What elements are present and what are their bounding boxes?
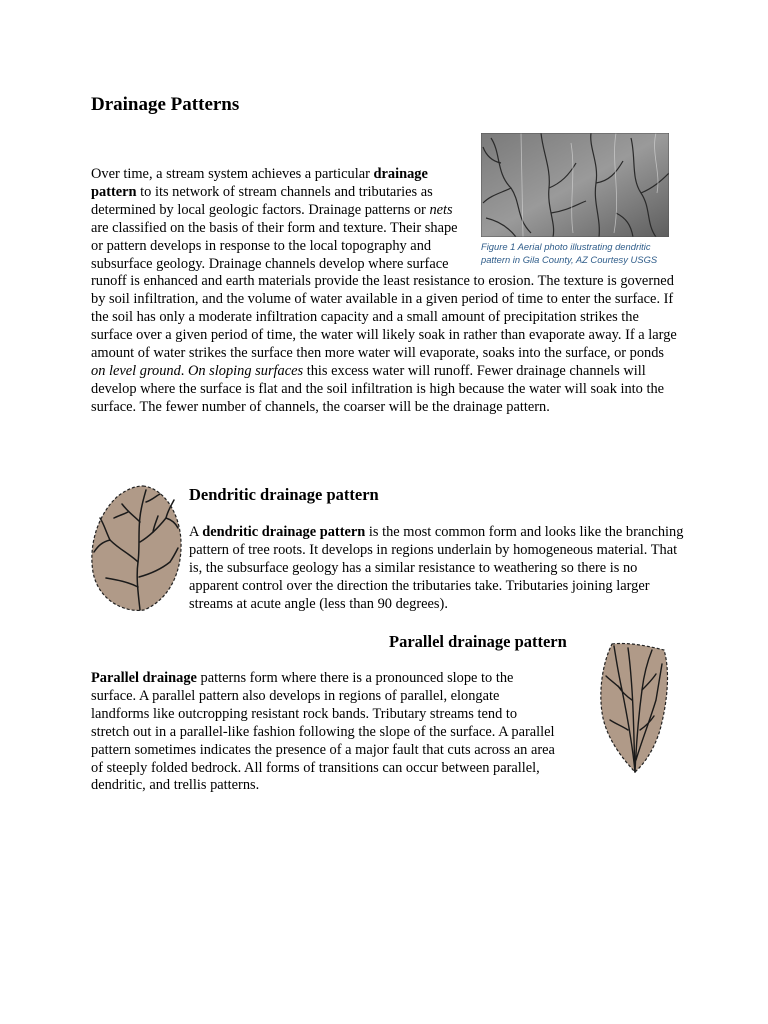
dendritic-paragraph: A dendritic drainage pattern is the most common form and looks like the branching pattern of tree roots. It develops in regions underlain by homogeneous material. That is, the subsurface geology has a similar resistance to weathering so there is no apparent control over the direction the tributaries take. Tributaries joining larger streams at acute angle (less than 90 degrees). [189,524,684,612]
parallel-paragraph: Parallel drainage patterns form where there is a pronounced slope to the surface. A parallel pattern also develops in regions of parallel, elongate landforms like outcropping resistant rock bands. Tributary streams tend to stretch out in a parallel-like fashion following the slope of the surface. A parallel pattern sometimes indicates the presence of a major fault that cuts across an area of steeply folded bedrock. All forms of transitions can occur between parallel, dendritic, and trellis patterns. [91,670,555,794]
intro-paragraph: Figure 1 Aerial photo illustrating dendritic pattern in Gila County, AZ Courtesy USGS Over time, a stream system achieves a particular drainage pattern to its network of stream channels and tributaries as determined by local geologic factors. Drainage patterns or nets are classified on the basis of their form and texture. Their shape or pattern develops in response to the local topography and subsurface geology. Drainage channels develop where surface runoff is enhanced and earth materials provide the least resistance to erosion. The texture is governed by soil infiltration, and the volume of water available in a given period of time to enter the surface. If the soil has only a moderate infiltration capacity and a small amount of precipitation strikes the surface over a given period of time, the water will likely soak in rather than evaporate away. If a large amount of water strikes the surface then more water will evaporate, soaks into the surface, or ponds on level ground. On sloping surfaces this excess water will runoff. Fewer drainage channels will develop where the surface is flat and the soil infiltration is high because the water will soak into the surface. The fewer number of channels, the coarser will be the drainage pattern. [91,166,681,417]
aerial-figure [481,133,681,266]
page-title: Drainage Patterns [91,94,240,115]
parallel-heading: Parallel drainage pattern [389,632,567,651]
aerial-photo-image [481,133,669,237]
dendritic-pattern-illustration [88,482,184,614]
figure-caption: Figure 1 Aerial photo illustrating dendritic pattern in Gila County, AZ Courtesy USGS [481,241,658,265]
dendritic-heading: Dendritic drainage pattern [189,485,379,504]
parallel-pattern-illustration [598,640,672,774]
